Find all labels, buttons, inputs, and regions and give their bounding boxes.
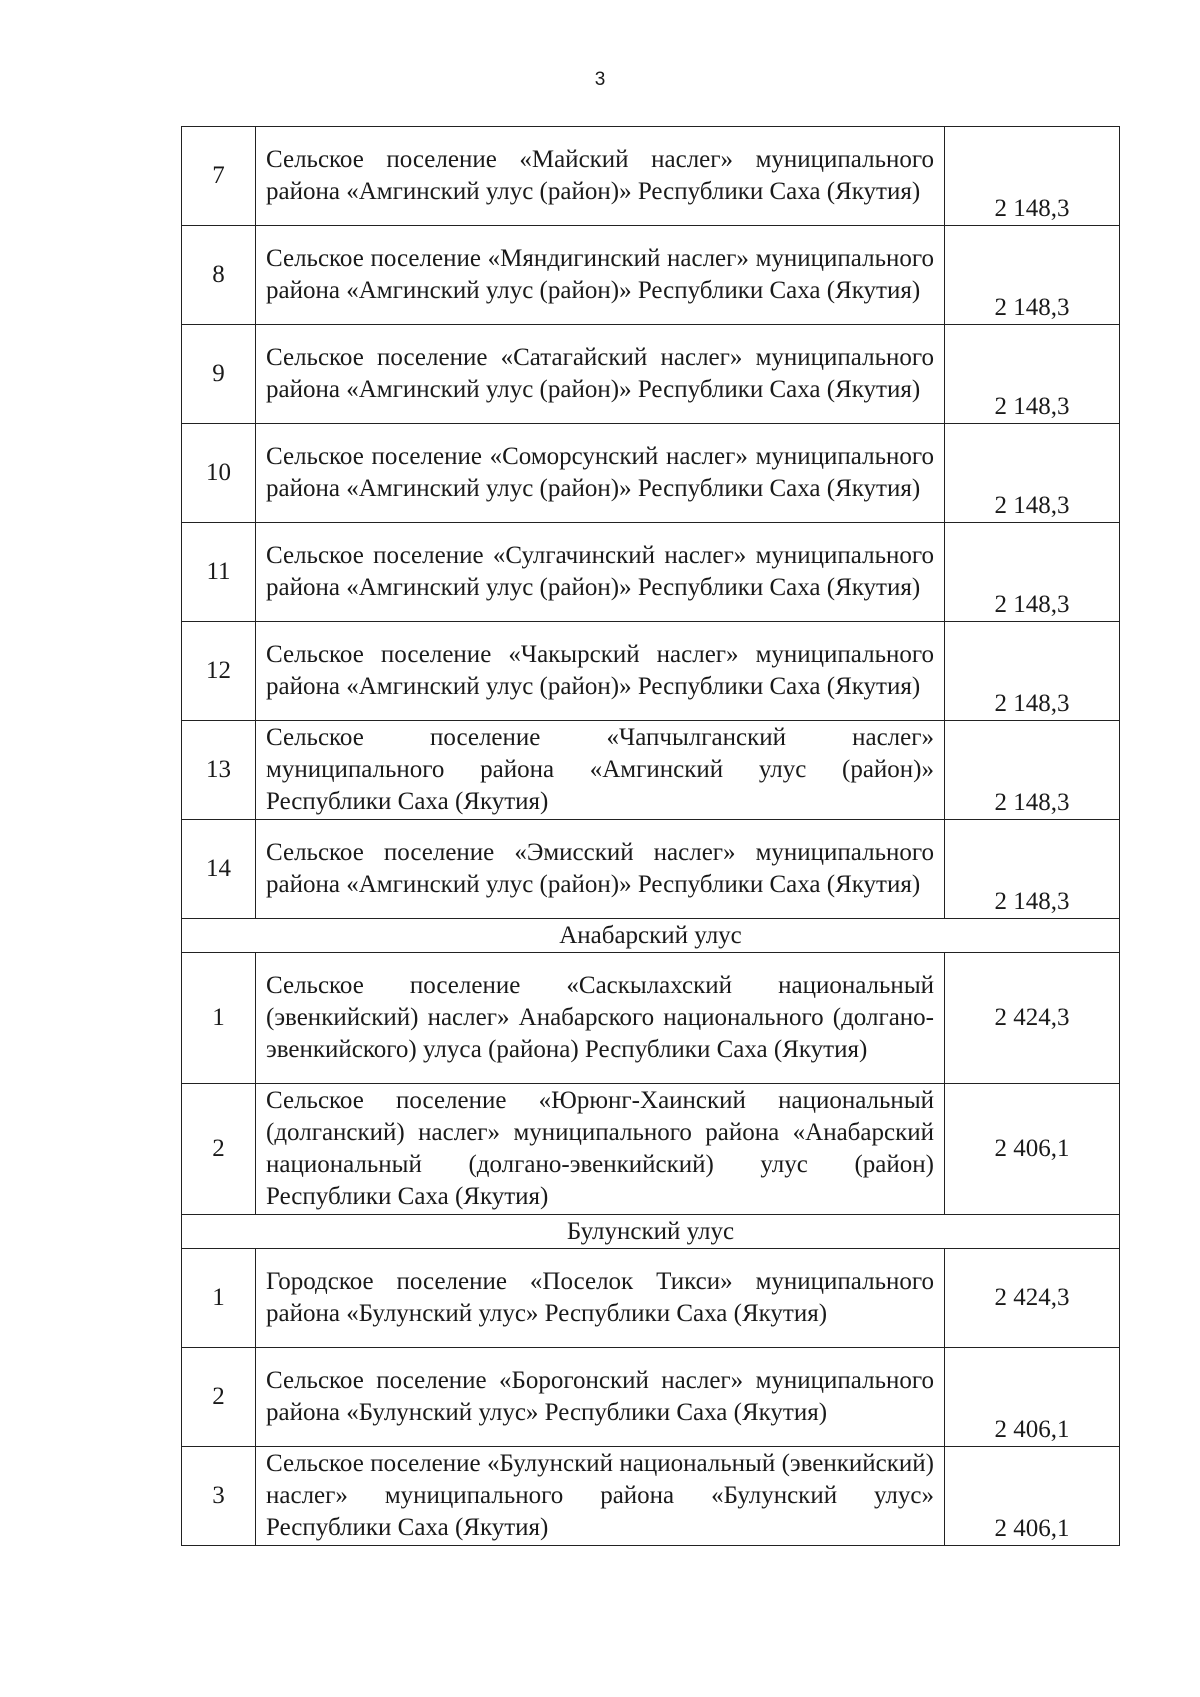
settlements-table bbox=[181, 126, 1120, 1546]
settlement-name: Сельское поселение «Мяндигинский наслег» муниципального района «Амгинский улус (район)» Республики Саха (Якутия) bbox=[256, 226, 945, 325]
section-title: Булунский улус bbox=[182, 1215, 1120, 1249]
row-value: 2 406,1 bbox=[945, 1084, 1120, 1215]
settlement-name: Сельское поселение «Саскылахский национальный (эвенкийский) наслег» Анабарского национального (долгано-эвенкийского) улуса (района) Республики Саха (Якутия) bbox=[256, 953, 945, 1084]
row-number: 11 bbox=[182, 523, 256, 622]
row-number: 14 bbox=[182, 820, 256, 919]
row-number: 9 bbox=[182, 325, 256, 424]
row-number: 1 bbox=[182, 1249, 256, 1348]
page-number: 3 bbox=[594, 69, 606, 90]
row-value: 2 148,3 bbox=[945, 820, 1120, 919]
table-row bbox=[182, 1084, 1120, 1215]
table-row bbox=[182, 127, 1120, 226]
settlement-name: Сельское поселение «Соморсунский наслег» муниципального района «Амгинский улус (район)» Республики Саха (Якутия) bbox=[256, 424, 945, 523]
row-number: 8 bbox=[182, 226, 256, 325]
settlement-name: Сельское поселение «Сатагайский наслег» муниципального района «Амгинский улус (район)» Республики Саха (Якутия) bbox=[256, 325, 945, 424]
row-value: 2 148,3 bbox=[945, 127, 1120, 226]
table-row bbox=[182, 1249, 1120, 1348]
row-value: 2 148,3 bbox=[945, 523, 1120, 622]
row-value: 2 148,3 bbox=[945, 622, 1120, 721]
settlement-name: Сельское поселение «Юрюнг-Хаинский национальный (долганский) наслег» муниципального района «Анабарский национальный (долгано-эвенкийский) улус (район) Республики Саха (Якутия) bbox=[256, 1084, 945, 1215]
row-number: 2 bbox=[182, 1348, 256, 1447]
settlement-name: Сельское поселение «Майский наслег» муниципального района «Амгинский улус (район)» Республики Саха (Якутия) bbox=[256, 127, 945, 226]
table-row bbox=[182, 1447, 1120, 1546]
settlement-name: Городское поселение «Поселок Тикси» муниципального района «Булунский улус» Республики Саха (Якутия) bbox=[256, 1249, 945, 1348]
row-number: 3 bbox=[182, 1447, 256, 1546]
row-value: 2 148,3 bbox=[945, 721, 1120, 820]
row-number: 12 bbox=[182, 622, 256, 721]
row-value: 2 148,3 bbox=[945, 424, 1120, 523]
settlement-name: Сельское поселение «Булунский национальный (эвенкийский) наслег» муниципального района «Булунский улус» Республики Саха (Якутия) bbox=[256, 1447, 945, 1546]
row-value: 2 406,1 bbox=[945, 1348, 1120, 1447]
table-row bbox=[182, 820, 1120, 919]
table-row bbox=[182, 1348, 1120, 1447]
table-row bbox=[182, 523, 1120, 622]
table-row bbox=[182, 424, 1120, 523]
table-row bbox=[182, 622, 1120, 721]
settlement-name: Сельское поселение «Чакырский наслег» муниципального района «Амгинский улус (район)» Республики Саха (Якутия) bbox=[256, 622, 945, 721]
row-value: 2 148,3 bbox=[945, 325, 1120, 424]
row-value: 2 406,1 bbox=[945, 1447, 1120, 1546]
settlement-name: Сельское поселение «Чапчылганский наслег» муниципального района «Амгинский улус (район)» Республики Саха (Якутия) bbox=[256, 721, 945, 820]
table-row bbox=[182, 325, 1120, 424]
settlement-name: Сельское поселение «Борогонский наслег» муниципального района «Булунский улус» Республики Саха (Якутия) bbox=[256, 1348, 945, 1447]
settlement-name: Сельское поселение «Сулгачинский наслег» муниципального района «Амгинский улус (район)» Республики Саха (Якутия) bbox=[256, 523, 945, 622]
table-row bbox=[182, 721, 1120, 820]
row-number: 2 bbox=[182, 1084, 256, 1215]
row-number: 7 bbox=[182, 127, 256, 226]
row-number: 13 bbox=[182, 721, 256, 820]
section-row bbox=[182, 1215, 1120, 1249]
table-row bbox=[182, 953, 1120, 1084]
row-number: 1 bbox=[182, 953, 256, 1084]
row-value: 2 424,3 bbox=[945, 953, 1120, 1084]
settlement-name: Сельское поселение «Эмисский наслег» муниципального района «Амгинский улус (район)» Республики Саха (Якутия) bbox=[256, 820, 945, 919]
section-row bbox=[182, 919, 1120, 953]
row-number: 10 bbox=[182, 424, 256, 523]
table-row bbox=[182, 226, 1120, 325]
section-title: Анабарский улус bbox=[182, 919, 1120, 953]
row-value: 2 424,3 bbox=[945, 1249, 1120, 1348]
row-value: 2 148,3 bbox=[945, 226, 1120, 325]
